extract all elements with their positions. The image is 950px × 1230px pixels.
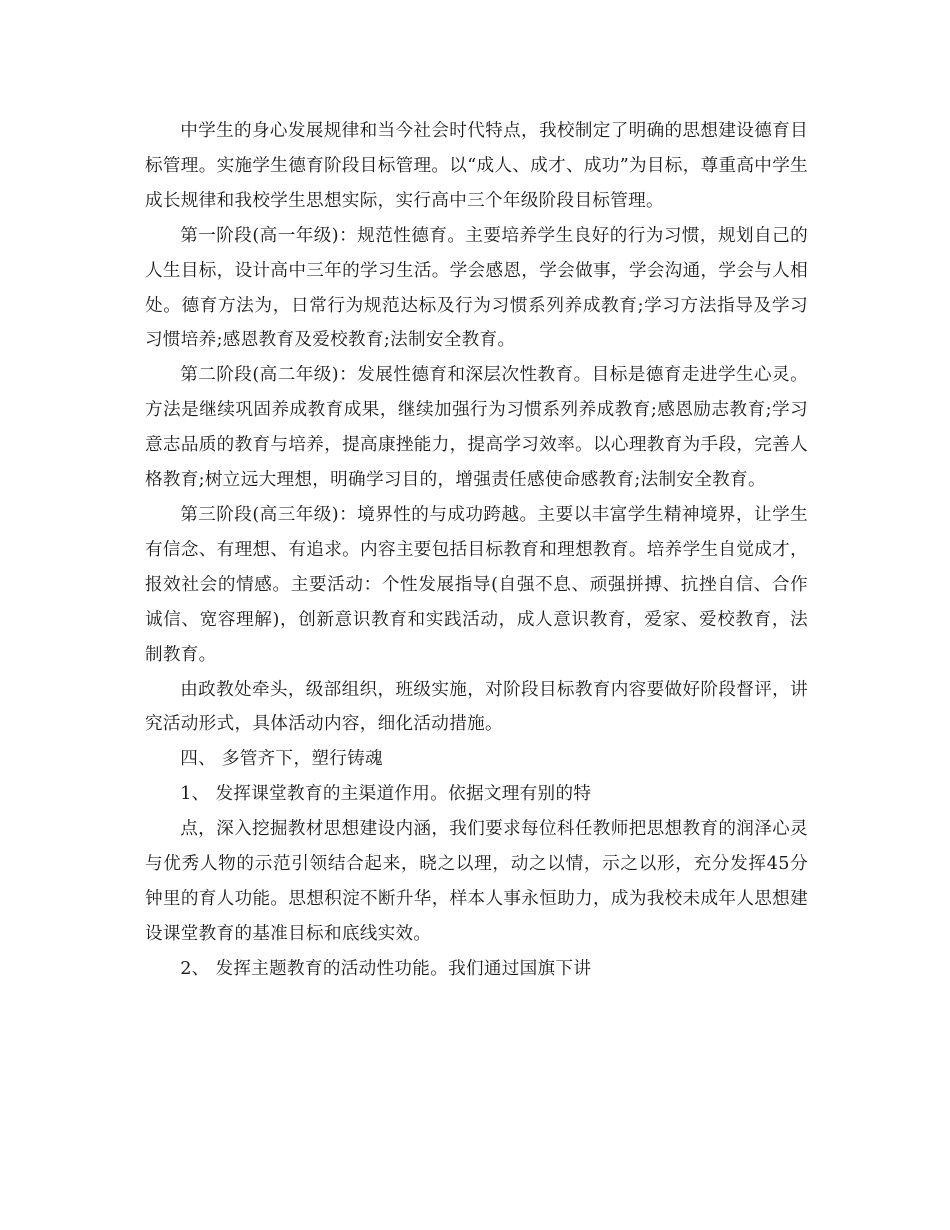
paragraph-classroom-education: 点，深入挖掘教材思想建设内涵，我们要求每位科任教师把思想教育的润泽心灵与优秀人物的示范引领结合起来，晓之以理，动之以情，示之以形，充分发挥45分钟里的育人功能。思想积淀不断升华，样本人事永恒助力，成为我校未成年人思想建设课堂教育的基准目标和底线实效。	[145, 819, 808, 944]
section-heading-four: 四、 多管齐下，塑行铸魂	[180, 749, 383, 770]
paragraph-intro: 中学生的身心发展规律和当今社会时代特点，我校制定了明确的思想建设德育目标管理。实施学生德育阶段目标管理。以“成人、成才、成功”为目标，尊重高中学生成长规律和我校学生思想实际，实行高中三个年级阶段目标管理。	[145, 121, 808, 211]
paragraph-stage-one: 第一阶段(高一年级)：规范性德育。主要培养学生良好的行为习惯，规划自己的人生目标，设计高中三年的学习生活。学会感恩，学会做事，学会沟通，学会与人相处。德育方法为，日常行为规范达标及行为习惯系列养成教育;学习方法指导及学习习惯培养;感恩教育及爱校教育;法制安全教育。	[145, 225, 808, 351]
item-one-heading: 1、 发挥课堂教育的主渠道作用。依据文理有别的特	[180, 784, 592, 805]
item-two-heading: 2、 发挥主题教育的活动性功能。我们通过国旗下讲	[180, 958, 592, 979]
document-body	[145, 114, 808, 987]
paragraph-stage-two: 第二阶段(高二年级)：发展性德育和深层次性教育。目标是德育走进学生心灵。方法是继续巩固养成教育成果，继续加强行为习惯系列养成教育;感恩励志教育;学习意志品质的教育与培养，提高康挫能力，提高学习效率。以心理教育为手段，完善人格教育;树立远大理想，明确学习目的，增强责任感使命感教育;法制安全教育。	[145, 365, 808, 491]
paragraph-supervision: 由政教处牵头，级部组织，班级实施，对阶段目标教育内容要做好阶段督评，讲究活动形式，具体活动内容，细化活动措施。	[145, 679, 808, 735]
paragraph-stage-three: 第三阶段(高三年级)：境界性的与成功跨越。主要以丰富学生精神境界，让学生有信念、有理想、有追求。内容主要包括目标教育和理想教育。培养学生自觉成才，报效社会的情感。主要活动：个性发展指导(自强不息、顽强拼搏、抗挫自信、合作诚信、宽容理解)，创新意识教育和实践活动，成人意识教育，爱家、爱校教育，法制教育。	[145, 504, 808, 665]
